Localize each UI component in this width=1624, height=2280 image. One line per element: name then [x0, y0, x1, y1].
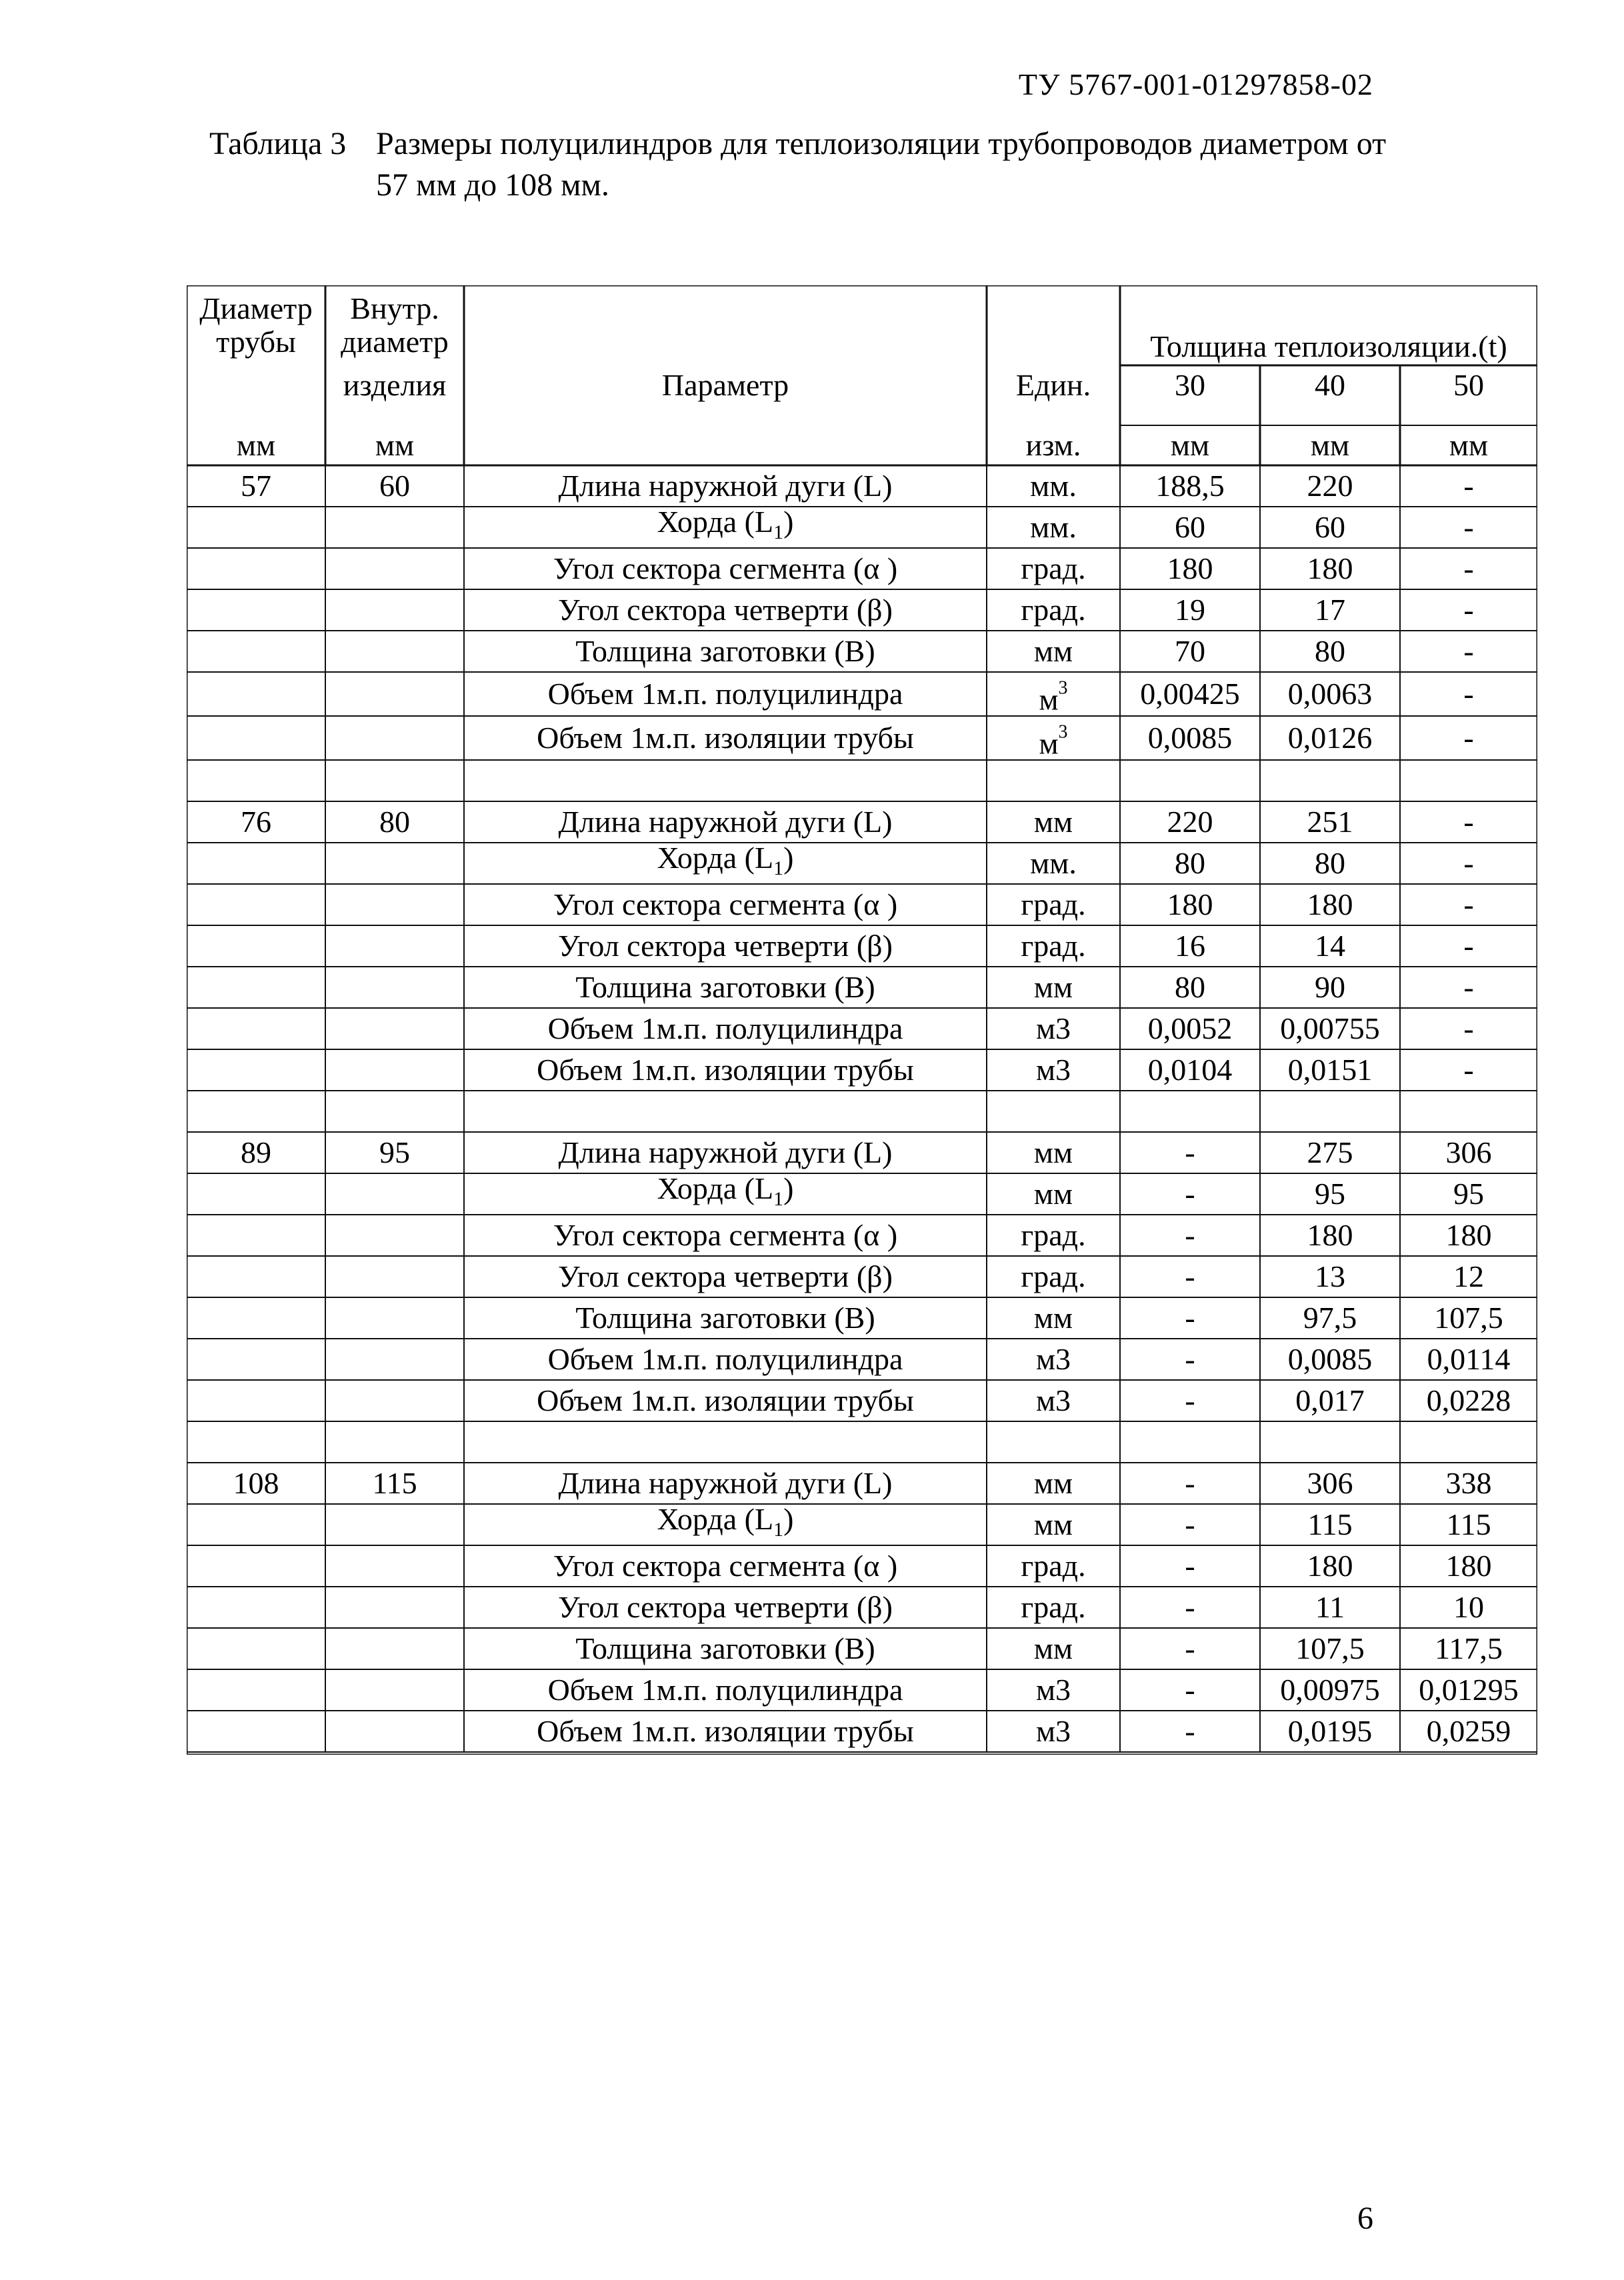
- value-50mm: 338: [1445, 1466, 1492, 1500]
- value-50mm: -: [1463, 677, 1474, 711]
- parameter-name: Объем 1м.п. изоляции трубы: [537, 1714, 914, 1748]
- value-50mm: 0,0228: [1426, 1383, 1511, 1417]
- parameter-name: Хорда $(L_1)$: [657, 1502, 794, 1541]
- value-30mm: -: [1185, 1383, 1195, 1417]
- parameter-name: Угол сектора четверти (β): [558, 1259, 893, 1293]
- header-pipe-diameter-unit: мм: [236, 428, 276, 462]
- parameter-name: Угол сектора сегмента (α ): [553, 887, 898, 921]
- value-50mm: 115: [1446, 1507, 1491, 1541]
- value-30mm: 70: [1175, 634, 1205, 668]
- unit-g0: $м^3$: [1039, 677, 1068, 717]
- header-thickness-50: 50: [1453, 368, 1484, 402]
- header-thickness-unit: мм: [1449, 428, 1489, 462]
- value-30mm: -: [1185, 1135, 1195, 1169]
- value-30mm: -: [1185, 1342, 1195, 1376]
- header-thickness-30: 30: [1175, 368, 1205, 402]
- page-number: 6: [1357, 2201, 1373, 2236]
- value-50mm: 12: [1453, 1259, 1484, 1293]
- header-inner-diameter-line3: изделия: [343, 368, 447, 402]
- unit-g2: м3: [1035, 1383, 1071, 1417]
- value-30mm: 180: [1167, 887, 1213, 921]
- value-40mm: 0,00755: [1280, 1011, 1380, 1045]
- value-50mm: 0,01295: [1419, 1673, 1519, 1707]
- value-30mm: -: [1185, 1507, 1195, 1541]
- value-50mm: 10: [1453, 1590, 1484, 1624]
- parameter-name: Хорда $(L_1)$: [657, 1171, 794, 1210]
- value-50mm: 0,0259: [1426, 1714, 1511, 1748]
- value-30mm: -: [1185, 1549, 1195, 1583]
- parameter-name: Угол сектора четверти (β): [558, 1590, 893, 1624]
- pipe-diameter-value: 57: [241, 469, 271, 503]
- unit-g0: град.: [1021, 551, 1086, 585]
- unit-g0: $м^3$: [1039, 721, 1068, 761]
- value-40mm: 107,5: [1295, 1631, 1365, 1665]
- value-50mm: -: [1463, 929, 1474, 963]
- parameter-name: Угол сектора сегмента (α ): [553, 551, 898, 585]
- value-30mm: -: [1185, 1714, 1195, 1748]
- parameter-name: Объем 1м.п. изоляции трубы: [537, 1383, 914, 1417]
- pipe-diameter-value: 76: [241, 805, 271, 839]
- value-40mm: 306: [1307, 1466, 1353, 1500]
- value-50mm: -: [1463, 593, 1474, 627]
- value-40mm: 80: [1315, 634, 1345, 668]
- value-50mm: 0,0114: [1427, 1342, 1511, 1376]
- value-40mm: 275: [1307, 1135, 1353, 1169]
- value-50mm: 107,5: [1434, 1301, 1503, 1335]
- value-30mm: 0,0052: [1147, 1011, 1233, 1045]
- value-30mm: -: [1185, 1631, 1195, 1665]
- parameter-name: Угол сектора сегмента (α ): [553, 1549, 898, 1583]
- value-50mm: 95: [1453, 1177, 1484, 1211]
- parameter-name: Толщина заготовки (В): [575, 970, 875, 1004]
- value-50mm: -: [1463, 634, 1474, 668]
- parameter-name: Длина наружной дуги (L): [558, 1466, 893, 1500]
- unit-g2: град.: [1021, 1259, 1086, 1293]
- value-50mm: -: [1463, 721, 1474, 755]
- value-40mm: 180: [1307, 887, 1353, 921]
- value-50mm: -: [1463, 805, 1474, 839]
- value-30mm: 60: [1175, 510, 1205, 544]
- caption-text: Размеры полуцилиндров для теплоизоляции трубопроводов диаметром от 57 мм до 108 мм.: [376, 126, 1387, 203]
- pipe-diameter-value: 108: [233, 1466, 279, 1500]
- header-unit-line1: Един.: [1015, 368, 1091, 402]
- value-40mm: 17: [1315, 593, 1345, 627]
- unit-g3: мм: [1033, 1631, 1073, 1665]
- inner-diameter-value: 80: [379, 805, 410, 839]
- value-30mm: -: [1185, 1218, 1195, 1252]
- value-40mm: 0,0085: [1287, 1342, 1373, 1376]
- value-30mm: -: [1185, 1590, 1195, 1624]
- value-50mm: -: [1463, 1011, 1474, 1045]
- unit-g3: мм: [1033, 1507, 1073, 1541]
- value-30mm: -: [1185, 1259, 1195, 1293]
- value-40mm: 180: [1307, 551, 1353, 585]
- value-50mm: -: [1463, 510, 1474, 544]
- header-thickness-title: Толщина теплоизоляции.(t): [1150, 329, 1507, 363]
- header-thickness-40: 40: [1315, 368, 1345, 402]
- value-50mm: -: [1463, 551, 1474, 585]
- value-40mm: 0,00975: [1280, 1673, 1380, 1707]
- value-30mm: -: [1185, 1466, 1195, 1500]
- unit-g1: м3: [1035, 1053, 1071, 1087]
- value-40mm: 11: [1315, 1590, 1345, 1624]
- value-30mm: -: [1185, 1177, 1195, 1211]
- value-30mm: 16: [1175, 929, 1205, 963]
- header-unit-line2: изм.: [1025, 428, 1081, 462]
- value-30mm: -: [1185, 1301, 1195, 1335]
- value-50mm: 180: [1445, 1549, 1492, 1583]
- parameter-name: Длина наружной дуги (L): [558, 1135, 893, 1169]
- header-thickness-unit: мм: [1170, 428, 1210, 462]
- unit-g1: град.: [1021, 887, 1086, 921]
- parameter-name: Угол сектора четверти (β): [558, 929, 893, 963]
- value-50mm: 180: [1445, 1218, 1492, 1252]
- unit-g3: мм: [1033, 1466, 1073, 1500]
- value-40mm: 0,017: [1295, 1383, 1365, 1417]
- header-thickness-unit: мм: [1310, 428, 1350, 462]
- value-40mm: 180: [1307, 1549, 1353, 1583]
- caption-label: Таблица 3: [209, 126, 347, 161]
- value-30mm: 0,0085: [1147, 721, 1233, 755]
- value-30mm: 220: [1167, 805, 1213, 839]
- unit-g1: м3: [1035, 1011, 1071, 1045]
- parameter-name: Угол сектора сегмента (α ): [553, 1218, 898, 1252]
- parameter-name: Толщина заготовки (В): [575, 1631, 875, 1665]
- inner-diameter-value: 60: [379, 469, 410, 503]
- value-30mm: 188,5: [1155, 469, 1225, 503]
- dimensions-table: [187, 285, 1537, 1755]
- unit-g1: град.: [1021, 929, 1086, 963]
- parameter-name: Объем 1м.п. полуцилиндра: [547, 1011, 903, 1045]
- value-40mm: 115: [1307, 1507, 1353, 1541]
- parameter-name: Хорда $(L_1)$: [657, 505, 794, 543]
- inner-diameter-value: 115: [372, 1466, 417, 1500]
- document-code: ТУ 5767-001-01297858-02: [1018, 67, 1373, 101]
- parameter-name: Объем 1м.п. полуцилиндра: [547, 1342, 903, 1376]
- value-30mm: 180: [1167, 551, 1213, 585]
- parameter-name: Хорда $(L_1)$: [657, 841, 794, 879]
- header-pipe-diameter-line2: трубы: [216, 325, 296, 359]
- unit-g3: град.: [1021, 1590, 1086, 1624]
- value-30mm: -: [1185, 1673, 1195, 1707]
- value-30mm: 80: [1175, 846, 1205, 880]
- value-50mm: -: [1463, 887, 1474, 921]
- value-40mm: 180: [1307, 1218, 1353, 1252]
- header-inner-diameter-line1: Внутр.: [350, 291, 439, 325]
- unit-g2: мм: [1033, 1301, 1073, 1335]
- header-parameter: Параметр: [661, 368, 789, 402]
- value-30mm: 19: [1175, 593, 1205, 627]
- unit-g3: м3: [1035, 1673, 1071, 1707]
- parameter-name: Длина наружной дуги (L): [558, 469, 893, 503]
- value-40mm: 60: [1315, 510, 1345, 544]
- value-30mm: 0,00425: [1140, 677, 1240, 711]
- unit-g0: мм: [1033, 634, 1073, 668]
- value-40mm: 0,0195: [1287, 1714, 1373, 1748]
- value-40mm: 0,0063: [1287, 677, 1373, 711]
- inner-diameter-value: 95: [379, 1135, 410, 1169]
- parameter-name: Угол сектора четверти (β): [558, 593, 893, 627]
- header-inner-diameter-line2: диаметр: [341, 325, 449, 359]
- unit-g1: мм: [1033, 970, 1073, 1004]
- parameter-name: Объем 1м.п. изоляции трубы: [537, 1053, 914, 1087]
- unit-g2: м3: [1035, 1342, 1071, 1376]
- value-40mm: 90: [1315, 970, 1345, 1004]
- value-40mm: 251: [1307, 805, 1353, 839]
- value-30mm: 0,0104: [1147, 1053, 1233, 1087]
- unit-g0: град.: [1021, 593, 1086, 627]
- value-40mm: 0,0151: [1287, 1053, 1373, 1087]
- value-40mm: 14: [1315, 929, 1345, 963]
- value-50mm: 117,5: [1435, 1631, 1503, 1665]
- parameter-name: Объем 1м.п. полуцилиндра: [547, 677, 903, 711]
- value-50mm: -: [1463, 970, 1474, 1004]
- unit-g3: м3: [1035, 1714, 1071, 1748]
- value-50mm: 306: [1445, 1135, 1492, 1169]
- value-40mm: 13: [1315, 1259, 1345, 1293]
- unit-g3: град.: [1021, 1549, 1086, 1583]
- value-30mm: 80: [1175, 970, 1205, 1004]
- value-50mm: -: [1463, 1053, 1474, 1087]
- pipe-diameter-value: 89: [241, 1135, 271, 1169]
- unit-g2: град.: [1021, 1218, 1086, 1252]
- parameter-name: Длина наружной дуги (L): [558, 805, 893, 839]
- parameter-name: Объем 1м.п. полуцилиндра: [547, 1673, 903, 1707]
- unit-g2: мм: [1033, 1135, 1073, 1169]
- header-inner-diameter-unit: мм: [375, 428, 415, 462]
- value-40mm: 80: [1315, 846, 1345, 880]
- header-pipe-diameter-line1: Диаметр: [199, 291, 313, 325]
- unit-g2: мм: [1033, 1177, 1073, 1211]
- parameter-name: Толщина заготовки (В): [575, 634, 875, 668]
- unit-g1: мм.: [1030, 846, 1077, 880]
- value-40mm: 0,0126: [1287, 721, 1373, 755]
- value-40mm: 97,5: [1303, 1301, 1357, 1335]
- value-50mm: -: [1463, 469, 1474, 503]
- parameter-name: Толщина заготовки (В): [575, 1301, 875, 1335]
- parameter-name: Объем 1м.п. изоляции трубы: [537, 721, 914, 755]
- value-40mm: 95: [1315, 1177, 1345, 1211]
- unit-g0: мм.: [1030, 469, 1077, 503]
- unit-g0: мм.: [1030, 510, 1077, 544]
- value-40mm: 220: [1307, 469, 1353, 503]
- value-50mm: -: [1463, 846, 1474, 880]
- unit-g1: мм: [1033, 805, 1073, 839]
